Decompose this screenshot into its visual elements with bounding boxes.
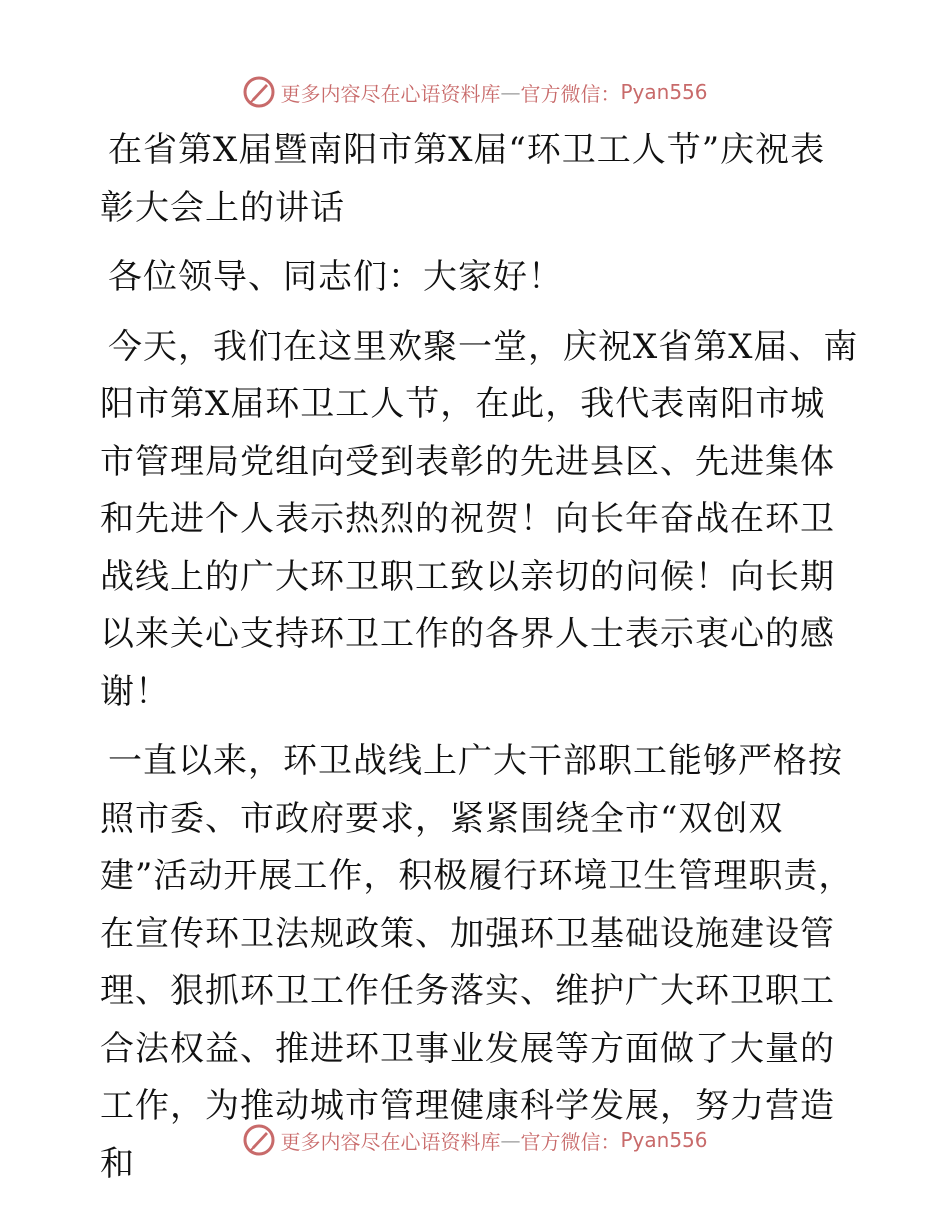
feather-pen-logo-icon [242,1123,276,1157]
document-body [100,122,860,1205]
watermark-wechat-id: Pyan556 [620,1128,708,1152]
header-watermark [0,72,950,112]
greeting: 各位领导、同志们：大家好！ [108,257,563,297]
paragraph-1: 今天，我们在这里欢聚一堂，庆祝X省第X届、南阳市第X届环卫工人节，在此，我代表南阳市城市管理局党组向受到表彰的先进县区、先进集体和先进个人表示热烈的祝贺！向长年奋战在环卫战线上的广大环卫职工致以亲切的问候！向长期以来关心支持环卫工作的各界人士表示衷心的感谢！ [100,326,859,712]
watermark-label: 官方微信： [520,1129,621,1154]
footer-watermark [0,1120,950,1160]
document-title: 在省第X届暨南阳市第X届“环卫工人节”庆祝表彰大会上的讲话 [100,130,826,228]
watermark-text: 更多内容尽在心语资料库 [280,1129,501,1154]
watermark-separator: — [500,80,521,104]
watermark-text: 更多内容尽在心语资料库 [280,81,501,106]
feather-pen-logo-icon [242,75,276,109]
watermark-separator: — [500,1128,521,1152]
watermark-label: 官方微信： [520,81,621,106]
watermark-wechat-id: Pyan556 [620,80,708,104]
paragraph-2: 一直以来，环卫战线上广大干部职工能够严格按照市委、市政府要求，紧紧围绕全市“双创双建”活动开展工作，积极履行环境卫生管理职责，在宣传环卫法规政策、加强环卫基础设施建设管理、狠抓环卫工作任务落实、维护广大环卫职工合法权益、推进环卫事业发展等方面做了大量的工作，为推动城市管理健康科学发展，努力营造和 [100,741,854,1184]
